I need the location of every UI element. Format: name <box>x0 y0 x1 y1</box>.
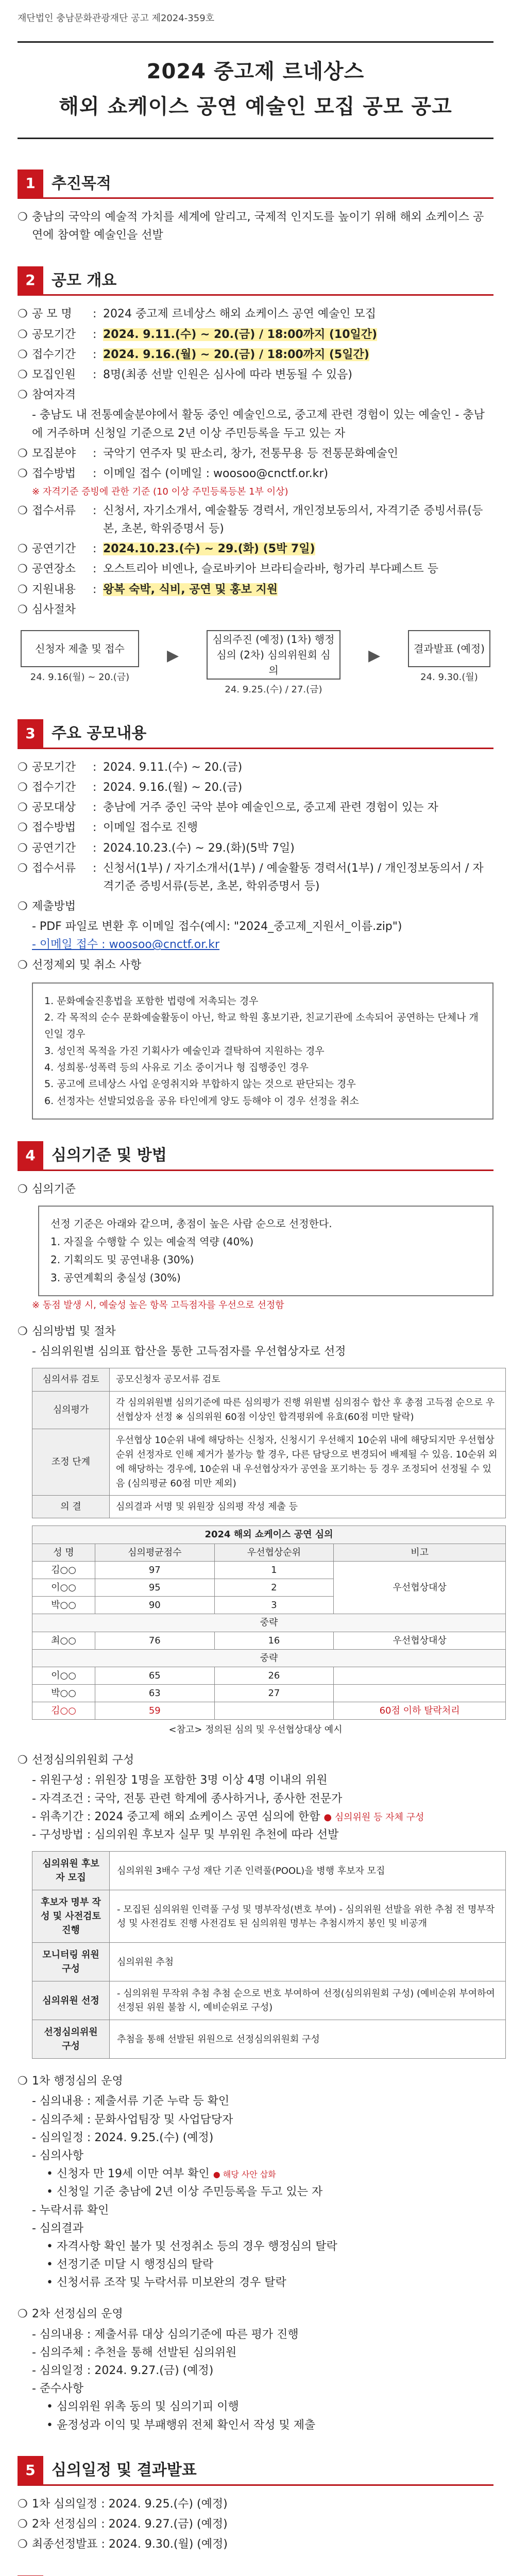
flow-step: 심의주진 (예정) (1차) 행정심의 (2차) 심의위원회 심의 24. 9.25.(수) / 27.(금) <box>207 630 340 698</box>
section-title: 심의기준 및 방법 <box>52 1146 167 1165</box>
circle-bullet-icon: ❍ <box>18 2538 28 2551</box>
right-arrow-icon: ▶ <box>368 646 381 665</box>
score-example-table: 2024 해외 쇼케이스 공연 심의 성 명 심의평균점수 우선협상순위 비고 김○○ 97 1 우선협상대상 이○○ 95 2 박○○ 90 3 중략 최○○ 76 16 우선협상대상 중략 이○○ 65 26 박○○ 63 27 김○○ 59 60점 이하 탈락처리 <box>32 1526 506 1720</box>
circle-bullet-icon: ❍ <box>18 447 28 460</box>
list-item: ❍ 공 모 명 : 2024 중고제 르네상스 해외 쇼케이스 공연 예술인 모집 <box>18 305 493 323</box>
submit-email <box>18 936 493 954</box>
flow-step: 결과발표 (예정) 24. 9.30.(월) <box>408 630 490 685</box>
section-header <box>18 1142 493 1171</box>
circle-bullet-icon: ❍ <box>18 2517 28 2531</box>
section-title: 주요 공모내용 <box>52 724 147 743</box>
page-title-line1: 2024 중고제 르네상스 <box>146 60 365 83</box>
list-item: ❍ 접수서류 : 신청서(1부) / 자기소개서(1부) / 예술활동 경력서(1부) / 개인정보동의서 / 자격기준 증빙서류(등본, 초본, 학위증명서 등) <box>18 859 493 895</box>
section-number: 4 <box>18 1141 43 1170</box>
section-number: 1 <box>18 170 43 198</box>
section-number: 2 <box>18 266 43 295</box>
table-row: 심의위원 선정 - 심의위원 무작위 추첨 추첨 순으로 번호 부여하여 선정(심의위원회 구성) (예비순위 부여하여 선정된 위원 불참 시, 예비순위로 구성) <box>32 1981 506 2020</box>
eligibility-text: - 충남도 내 전통예술분야에서 활동 중인 예술인으로, 중고제 관련 경험이 있는 예술인 - 충남에 거주하며 신청일 기준으로 2년 이상 주민등록을 두고 있는 자 <box>32 409 485 440</box>
circle-bullet-icon: ❍ <box>18 958 28 972</box>
table-row: 모니터링 위원구성 심의위원 추첨 <box>32 1943 506 1981</box>
circle-bullet-icon: ❍ <box>18 543 28 556</box>
page-title-line2: 해외 쇼케이스 공연 예술인 모집 공모 공고 <box>59 95 452 118</box>
section-review-criteria: 4 심의기준 및 방법 ❍ 심의기준 선정 기준은 아래와 같으며, 총점이 높은 사람 순으로 선정한다. 1. 자질을 수행할 수 있는 예술적 역량 (40%) 2. 기획의도 및 공연내용 (30%) 3. 공연계획의 충실성 (30%) ※ 동점 발생 시, 예술성 높은 항목 고득점자를 우선으로 선정함 ❍ 심의방법 및 절차 - 심의위원별 심의표 합산을 통한 고득점자를 우선협상자로 선정 심의서류 검토 공모신청자 공모서류 검토 심의평가 각 심의위원별 심의기준에 따른 심의평가 진행 위원별 심의점수 합산 후 총점 고득점 순으로 우선협상자 선정 ※ 심의위원 60점 이상인 합격평위에 유효(60점 미만 탈락) 조정 단계 우선협상 10순위 내에 해당하는 신청자, 신청시기 우선해지 10순위 내에 해당되지만 우선협상순위 선정자로 인해 제거가 불가능 할 경우, 다른 담당으로 변경되어 배제될 수 있음. 10순위 외에 해당하는 경우에, 10순위 내 우선협상자가 공연을 포기하는 등 경우 조정되어 선정될 수 있음 (심의평균 60점 미만 제외) 의 결 심의결과 서명 및 위원장 심의평 작성 제출 등 2024 해외 쇼케이스 공연 심의 성 명 심의평균점수 우선협상순위 비고 김○○ 97 1 우선협상대상 이○○ 95 2 박○○ 90 3 중략 최○○ 76 16 우선협상대상 중략 이○○ 65 26 박○○ 63 27 김○○ 59 60점 이하 탈락처리 <참고> 정의된 심의 및 우선협상대상 예시 ❍ 선정심의위원회 구성 - 위원구성 : 위원장 1명을 포함한 3명 이상 4명 이내의 위원 - 자격조건 : 국악, 전통 관련 학계에 종사하거나, 종사한 전문가 - 위촉기간 : 2024 중고제 해외 쇼케이스 공연 심의에 한함 ● 심의위원 등 자체 구성 - 구성방법 : 심의위원 후보자 실무 및 부위원 추천에 따라 선발 심의위원 후보자 모집 심의위원 3배수 구성 재단 기존 인력풀(POOL)을 병행 후보자 모집 후보자 명부 작성 및 사전검토 진행 - 모집된 심의위원 인력풀 구성 및 명부작성(변호 부여) - 심의위원 선발을 위한 추첨 전 명부작성 및 사전검토 진행 사전검토 된 심의위원 명부는 추첨시까지 봉인 및 비공개 모니터링 위원구성 심의위원 추첨 심의위원 선정 - 심의위원 무작위 추첨 추첨 순으로 번호 부여하여 선정(심의위원회 구성) (예비순위 부여하여 선정된 위원 불참 시, 예비순위로 구성) 선정심의위원 구성 추첨을 통해 선발된 위원으로 선정심의위원회 구성 ❍ 1차 행정심의 운영 - 심의내용 : 제출서류 기준 누락 등 확인 - 심의주체 : 문화사업팀장 및 사업담당자 - 심의일정 : 2024. 9.25.(수) (예정) - 심의사항 • 신청자 만 19세 이만 여부 확인 ● 해당 사안 삽화 • 신청일 기준 충남에 2년 이상 주민등록을 두고 있는 자 - 누락서류 확인 - 심의결과 • 자격사항 확인 불가 및 선정취소 등의 경우 행정심의 탈락 • 선정기준 미달 시 행정심의 탈락 • 신청서류 조작 및 누락서류 미보완의 경우 탈락 ❍ 2차 선정심의 운영 - 심의내용 : 제출서류 대상 심의기준에 따른 평가 진행 - 심의주체 : 추천을 통해 선발된 심의위원 - 심의일정 : 2024. 9.27.(금) (예정) - 준수사항 • 심의위원 위촉 동의 및 심의기피 이행 • 윤정성과 이익 및 부패행위 전체 확인서 작성 및 제출 <box>18 1142 493 2434</box>
section-title: 심의일정 및 결과발표 <box>52 2461 197 2480</box>
process-flow <box>18 630 493 698</box>
circle-bullet-icon: ❍ <box>18 781 28 794</box>
table-row: 선정심의위원 구성 추첨을 통해 선발된 위원으로 선정심의위원회 구성 <box>32 2020 506 2059</box>
list-item: ❍ 심의기준 <box>18 1180 493 1198</box>
table-row: 박○○ 63 27 <box>32 1685 506 1702</box>
list-item: ❍ 선정심의위원회 구성 <box>18 1751 493 1769</box>
circle-bullet-icon: ❍ <box>18 760 28 774</box>
circle-bullet-icon: ❍ <box>18 388 28 402</box>
table-row: 심의서류 검토 공모신청자 공모서류 검토 <box>32 1368 506 1392</box>
section-title: 공모 개요 <box>52 271 117 290</box>
circle-bullet-icon: ❍ <box>18 603 28 616</box>
list-item: ❍ 공연장소 : 오스트리아 비엔나, 슬로바키아 브라티슬라바, 헝가리 부다페스트 등 <box>18 560 493 578</box>
org-notice: 재단법인 충남문화관광재단 공고 제2024-359호 <box>18 13 215 24</box>
section-purpose <box>18 170 493 244</box>
list-item: ❍ 1차 심의일정 : 2024. 9.25.(수) (예정) <box>18 2495 493 2513</box>
section-overview <box>18 267 493 697</box>
circle-bullet-icon: ❍ <box>18 841 28 855</box>
circle-bullet-icon: ❍ <box>18 801 28 815</box>
circle-bullet-icon: ❍ <box>18 821 28 835</box>
submit-method: - PDF 파일로 변환 후 이메일 접수(예시: "2024_중고제_지원서_이름.zip") <box>32 920 402 934</box>
email-link[interactable]: - 이메일 접수 : woosoo@cnctf.or.kr <box>32 938 220 952</box>
section-schedule <box>18 2457 493 2554</box>
section-header <box>18 170 493 199</box>
circle-bullet-icon: ❍ <box>18 2308 28 2321</box>
list-item: ❍ 공모기간 : 2024. 9.11.(수) ~ 20.(금) <box>18 758 493 776</box>
list-item: ❍ 선정제외 및 취소 사항 <box>18 956 493 974</box>
list-item: ❍ 2차 선정심의 운영 <box>18 2305 493 2323</box>
list-item: ❍ 모집분야 : 국악기 연주자 및 판소리, 창가, 전통무용 등 전통문화예술인 <box>18 445 493 463</box>
circle-bullet-icon: ❍ <box>18 1182 28 1196</box>
list-item: ❍ 심사절차 <box>18 601 493 619</box>
right-arrow-icon: ▶ <box>166 646 179 665</box>
circle-bullet-icon: ❍ <box>18 368 28 381</box>
circle-bullet-icon: ❍ <box>18 308 28 321</box>
table-row: 최○○ 76 16 우선협상대상 <box>32 1632 506 1649</box>
circle-bullet-icon: ❍ <box>18 348 28 361</box>
email-note: ※ 자격기준 증빙에 관한 기준 (10 이상 주민등록등본 1부 이상) <box>32 486 288 498</box>
list-item: ❍ 모집인원 : 8명(최종 선발 인원은 심사에 따라 변동될 수 있음) <box>18 366 493 384</box>
table-row: 중략 <box>32 1614 506 1632</box>
circle-bullet-icon: ❍ <box>18 1754 28 1767</box>
circle-bullet-icon: ❍ <box>18 504 28 517</box>
section-title: 추진목적 <box>52 174 111 193</box>
list-item: ❍ 공모대상 : 충남에 거주 중인 국악 분야 예술인으로, 중고제 관련 경험이 있는 자 <box>18 799 493 817</box>
committee-process-table <box>32 1851 506 2059</box>
tie-note: ※ 동점 발생 시, 예술성 높은 항목 고득점자를 우선으로 선정함 <box>32 1300 284 1311</box>
list-item: ❍ 공모기간 : 2024. 9.11.(수) ~ 20.(금) / 18:00까지 (10일간) <box>18 326 493 344</box>
section-main-content <box>18 720 493 1120</box>
list-item: ❍ 접수방법 : 이메일 접수 (이메일 : woosoo@cnctf.or.kr) <box>18 465 493 483</box>
table-row: 후보자 명부 작성 및 사전검토 진행 - 모집된 심의위원 인력풀 구성 및 명부작성(변호 부여) - 심의위원 선발을 위한 추첨 전 명부작성 및 사전검토 진행 사전검토 된 심의위원 명부는 추첨시까지 봉인 및 비공개 <box>32 1890 506 1943</box>
table-row: 김○○ 59 60점 이하 탈락처리 <box>32 1702 506 1720</box>
table-row: 박○○ 90 3 <box>32 1597 506 1614</box>
list-item: ❍ 최종선정발표 : 2024. 9.30.(월) (예정) <box>18 2535 493 2553</box>
table-row: 중략 <box>32 1649 506 1667</box>
circle-bullet-icon: ❍ <box>18 467 28 480</box>
table-row: 심의위원 후보자 모집 심의위원 3배수 구성 재단 기존 인력풀(POOL)을 병행 후보자 모집 <box>32 1852 506 1890</box>
section-header <box>18 720 493 749</box>
circle-bullet-icon: ❍ <box>18 1325 28 1338</box>
table-row: 김○○ 97 1 우선협상대상 <box>32 1561 506 1579</box>
list-item: ❍ 접수기간 : 2024. 9.16.(월) ~ 20.(금) <box>18 778 493 796</box>
circle-bullet-icon: ❍ <box>18 328 28 341</box>
circle-bullet-icon: ❍ <box>18 861 28 875</box>
list-item: ❍ 2차 선정심의 : 2024. 9.27.(금) (예정) <box>18 2515 493 2533</box>
list-item: ❍ 심의방법 및 절차 <box>18 1323 493 1341</box>
section-number: 5 <box>18 2456 43 2485</box>
circle-bullet-icon: ❍ <box>18 563 28 576</box>
table-row: 의 결 심의결과 서명 및 위원장 심의평 작성 제출 등 <box>32 1495 506 1518</box>
table-row: 심의평가 각 심의위원별 심의기준에 따른 심의평가 진행 위원별 심의점수 합산 후 총점 고득점 순으로 우선협상자 선정 ※ 심의위원 60점 이상인 합격평위에 유효(60점 미만 탈락) <box>32 1392 506 1429</box>
exclusion-notice-box: 1. 문화예술진흥법을 포함한 법령에 저촉되는 경우 2. 각 목적의 순수 문화예술활동이 아닌, 학교 학원 홍보기관, 친교기관에 소속되어 공연하는 단체나 개인일 경우 3. 성인적 목적을 가진 기획사가 예술인과 결탁하여 지원하는 경우 4. 성희롱·성폭력 등의 사유로 기소 중이거나 형 집행중인 경우 5. 공고에 르네상스 사업 운영취지와 부합하지 않는 것으로 판단되는 경우 6. 선정자는 선발되었음을 공유 타인에게 양도 등해야 이 경우 선정을 취소 <box>32 982 493 1120</box>
criteria-box: 선정 기준은 아래와 같으며, 총점이 높은 사람 순으로 선정한다. 1. 자질을 수행할 수 있는 예술적 역량 (40%) 2. 기획의도 및 공연내용 (30%) 3. 공연계획의 충실성 (30%) <box>38 1206 493 1296</box>
table-row: 조정 단계 우선협상 10순위 내에 해당하는 신청자, 신청시기 우선해지 10순위 내에 해당되지만 우선협상순위 선정자로 인해 제거가 불가능 할 경우, 다른 담당으로 변경되어 배제될 수 있음. 10순위 외에 해당하는 경우에, 10순위 내 우선협상자가 공연을 포기하는 등 경우 조정되어 선정될 수 있음 (심의평균 60점 미만 제외) <box>32 1429 506 1495</box>
list-item: ❍ 공연기간 : 2024.10.23.(수) ~ 29.(화) (5박 7일) <box>18 540 493 558</box>
circle-bullet-icon: ❍ <box>18 2497 28 2511</box>
table-row: 이○○ 65 26 <box>32 1667 506 1684</box>
list-item: ❍ 접수기간 : 2024. 9.16.(월) ~ 20.(금) / 18:00까지 (5일간) <box>18 346 493 364</box>
table-header-row: 성 명 심의평균점수 우선협상순위 비고 <box>32 1544 506 1561</box>
circle-bullet-icon: ❍ <box>18 2075 28 2088</box>
list-item: ❍ 제출방법 <box>18 897 493 916</box>
list-item: ❍ 공연기간 : 2024.10.23.(수) ~ 29.(화)(5박 7일) <box>18 839 493 857</box>
list-item: ❍ 참여자격 <box>18 386 493 404</box>
list-item: ❍ 1차 행정심의 운영 <box>18 2072 493 2090</box>
review-process-table <box>32 1368 506 1518</box>
list-item: ❍ 지원내용 : 왕복 숙박, 식비, 공연 및 홍보 지원 <box>18 581 493 599</box>
list-item: ❍ 접수서류 : 신청서, 자기소개서, 예술활동 경력서, 개인정보동의서, 자격기준 증빙서류(등본, 초본, 학위증명서 등) <box>18 502 493 538</box>
section-header <box>18 267 493 296</box>
table-caption: <참고> 정의된 심의 및 우선협상대상 예시 <box>168 1724 343 1736</box>
circle-bullet-icon: ❍ <box>18 900 28 913</box>
circle-bullet-icon: ❍ <box>18 211 28 224</box>
title-box <box>18 41 493 139</box>
flow-step: 신청자 제출 및 접수 24. 9.16(월) ~ 20.(금) <box>21 630 139 685</box>
section-number: 3 <box>18 719 43 748</box>
circle-bullet-icon: ❍ <box>18 583 28 596</box>
table-row: 이○○ 95 2 <box>32 1579 506 1596</box>
list-item: ❍ 충남의 국악의 예술적 가치를 세계에 알리고, 국제적 인지도를 높이기 위해 해외 쇼케이스 공연에 참여할 예술인을 선발 <box>18 208 493 244</box>
list-item: ❍ 접수방법 : 이메일 접수로 진행 <box>18 819 493 837</box>
section-header <box>18 2457 493 2486</box>
